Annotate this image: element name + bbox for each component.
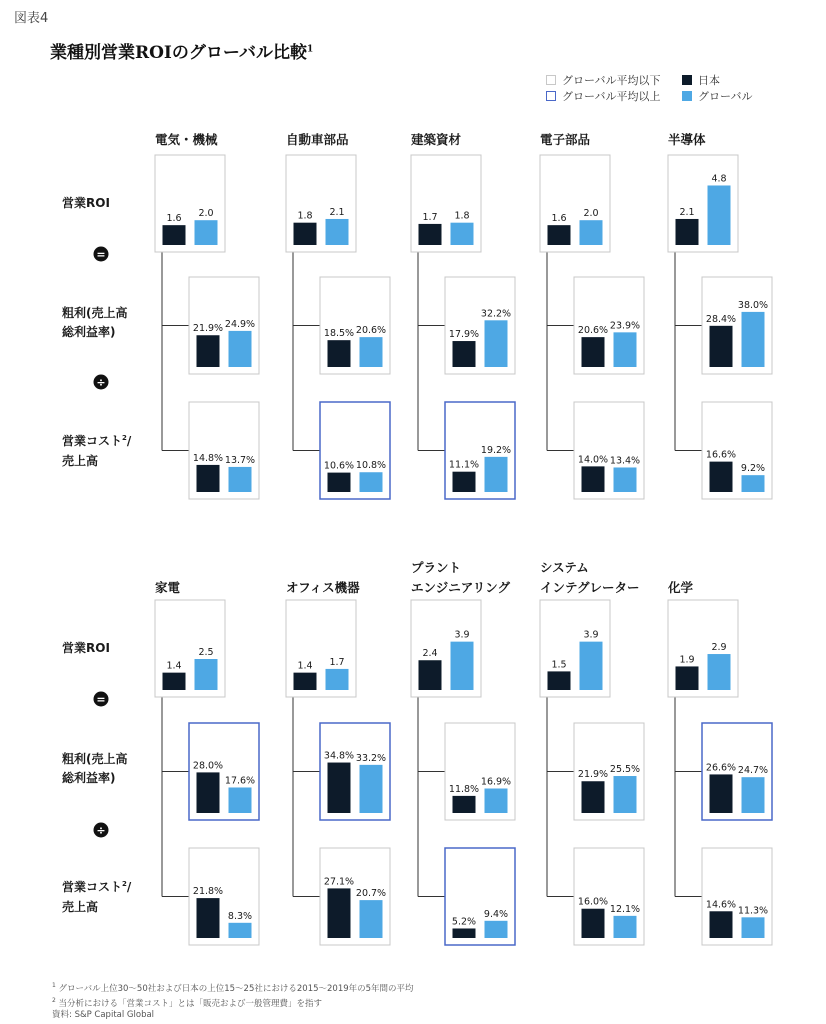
bar-japan xyxy=(548,225,571,245)
bar-japan xyxy=(710,462,733,492)
industry-name: 家電 xyxy=(155,580,181,595)
bar-japan xyxy=(453,472,476,492)
data-label-global: 24.9% xyxy=(224,318,256,330)
row-label-gross: 粗利(売上高 xyxy=(62,752,128,766)
row-label-gross: 総利益率) xyxy=(62,771,116,785)
data-label-global: 4.8 xyxy=(711,173,727,185)
bar-global xyxy=(360,337,383,367)
data-label-japan: 14.0% xyxy=(577,454,609,466)
data-label-japan: 14.8% xyxy=(192,452,224,464)
data-label-japan: 26.6% xyxy=(705,762,737,774)
panel-roi xyxy=(668,600,738,697)
panel-gross-margin xyxy=(445,723,515,820)
panel-cost-ratio xyxy=(189,402,259,499)
row-label-gross: 総利益率) xyxy=(62,325,116,339)
bar-global xyxy=(229,467,252,492)
bar-global xyxy=(229,787,252,813)
bar-japan xyxy=(582,909,605,938)
bar-japan xyxy=(197,898,220,938)
data-label-japan: 11.8% xyxy=(448,783,480,795)
row-label-cost: 営業コスト$^2$/ xyxy=(62,880,132,894)
row-label-cost: 営業コスト$^2$/ xyxy=(62,434,132,448)
bar-japan xyxy=(328,473,351,492)
panel-gross-margin xyxy=(702,277,772,374)
bar-japan xyxy=(676,666,699,690)
industry-name: システム xyxy=(540,560,589,575)
footnote-source: 資料: S&P Capital Global xyxy=(52,1009,155,1020)
data-label-global: 24.7% xyxy=(737,765,769,777)
bar-global xyxy=(742,475,765,492)
bar-global xyxy=(742,917,765,938)
data-label-global: 20.7% xyxy=(355,888,387,900)
bar-global xyxy=(485,921,508,938)
panel-gross-margin xyxy=(574,723,644,820)
panel-cost-ratio xyxy=(574,848,644,945)
bar-global xyxy=(614,332,637,367)
data-label-japan: 16.6% xyxy=(705,449,737,461)
data-label-japan: 1.5 xyxy=(551,659,567,671)
data-label-global: 3.9 xyxy=(583,629,599,641)
data-label-japan: 1.4 xyxy=(297,660,313,672)
bar-japan xyxy=(197,335,220,367)
data-label-global: 9.4% xyxy=(483,908,509,920)
bar-global xyxy=(360,765,383,813)
legend-label-above: グローバル平均以上 xyxy=(562,90,661,103)
data-label-global: 13.7% xyxy=(224,454,256,466)
panel-roi xyxy=(286,600,356,697)
data-label-japan: 27.1% xyxy=(323,876,355,888)
data-label-global: 11.3% xyxy=(737,905,769,917)
panel-cost-ratio xyxy=(445,848,515,945)
industry-name: プラント xyxy=(411,560,462,575)
data-label-global: 12.1% xyxy=(609,903,641,915)
bar-global xyxy=(229,331,252,367)
data-label-global: 1.8 xyxy=(454,210,470,222)
industry-name: 電子部品 xyxy=(540,132,591,147)
legend-label-japan: 日本 xyxy=(698,74,720,87)
figure-label: 図表4 xyxy=(14,11,49,26)
data-label-japan: 14.6% xyxy=(705,899,737,911)
data-label-japan: 16.0% xyxy=(577,896,609,908)
row-label-gross: 粗利(売上高 xyxy=(62,306,128,320)
bar-japan xyxy=(419,224,442,245)
bar-japan xyxy=(419,660,442,690)
data-label-japan: 18.5% xyxy=(323,328,355,340)
panel-cost-ratio xyxy=(445,402,515,499)
bar-global xyxy=(326,669,349,690)
bar-japan xyxy=(453,341,476,367)
footnote-1: $^1$ グローバル上位30～50社および日本の上位15～25社における2015～2019年の5年間の平均 xyxy=(52,982,414,994)
bar-japan xyxy=(453,928,476,938)
row-label-roi: 営業ROI xyxy=(62,641,110,655)
equals-operator-symbol: = xyxy=(96,693,106,706)
industry-name: インテグレーター xyxy=(540,580,640,595)
bar-japan xyxy=(548,671,571,690)
data-label-global: 2.0 xyxy=(583,208,599,220)
data-label-global: 2.9 xyxy=(711,642,727,654)
equals-operator-symbol: = xyxy=(96,248,106,261)
title-footnote-mark: 1 xyxy=(307,44,314,55)
panel-gross-margin xyxy=(189,277,259,374)
panel-roi xyxy=(540,600,610,697)
panel-roi xyxy=(668,155,738,252)
bar-global xyxy=(708,185,731,245)
panel-gross-margin xyxy=(320,277,390,374)
bar-global xyxy=(485,788,508,813)
chart-title-text: 業種別営業ROIのグローバル比較 xyxy=(50,43,308,63)
data-label-global: 16.9% xyxy=(480,776,512,788)
bar-japan xyxy=(163,673,186,690)
data-label-global: 10.8% xyxy=(355,460,387,472)
bar-global xyxy=(485,320,508,367)
bar-global xyxy=(326,219,349,245)
bar-japan xyxy=(197,772,220,813)
bar-global xyxy=(614,467,637,492)
panel-cost-ratio xyxy=(320,402,390,499)
data-label-global: 19.2% xyxy=(480,444,512,456)
bar-japan xyxy=(328,763,351,813)
data-label-japan: 21.9% xyxy=(192,323,224,335)
data-label-global: 23.9% xyxy=(609,320,641,332)
data-label-global: 32.2% xyxy=(480,308,512,320)
bar-japan xyxy=(294,673,317,690)
data-label-global: 2.1 xyxy=(329,206,345,218)
data-label-global: 38.0% xyxy=(737,299,769,311)
bar-japan xyxy=(710,774,733,813)
bar-japan xyxy=(163,225,186,245)
data-label-japan: 1.4 xyxy=(166,660,182,672)
bar-global xyxy=(742,312,765,367)
footnotes xyxy=(52,980,414,1021)
bar-global xyxy=(360,900,383,938)
data-label-japan: 1.6 xyxy=(166,213,182,225)
row-label-cost: 売上高 xyxy=(62,900,99,914)
row-label-cost: 売上高 xyxy=(62,454,99,468)
data-label-global: 17.6% xyxy=(224,775,256,787)
bar-japan xyxy=(294,223,317,245)
data-label-global: 8.3% xyxy=(227,910,253,922)
legend-label-below: グローバル平均以下 xyxy=(562,74,661,87)
data-label-japan: 1.9 xyxy=(679,654,695,666)
legend-label-global: グローバル xyxy=(698,90,753,103)
panel-cost-ratio xyxy=(189,848,259,945)
panel-gross-margin xyxy=(320,723,390,820)
industry-name: 半導体 xyxy=(668,132,706,147)
panel-roi xyxy=(155,155,225,252)
data-label-japan: 1.7 xyxy=(422,211,438,223)
data-label-global: 13.4% xyxy=(609,455,641,467)
bar-global xyxy=(708,654,731,690)
bar-global xyxy=(742,777,765,813)
data-label-japan: 28.0% xyxy=(192,760,224,772)
data-label-global: 2.0 xyxy=(198,208,214,220)
panel-roi xyxy=(411,600,481,697)
bar-global xyxy=(360,472,383,492)
bar-japan xyxy=(328,888,351,938)
data-label-global: 2.5 xyxy=(198,647,214,658)
bar-global xyxy=(195,220,218,245)
bar-global xyxy=(229,923,252,938)
industry-name: 電気・機械 xyxy=(155,132,218,147)
bar-japan xyxy=(710,911,733,938)
data-label-japan: 20.6% xyxy=(577,325,609,337)
industry-name: 化学 xyxy=(668,580,694,595)
data-label-global: 25.5% xyxy=(609,764,641,776)
bar-japan xyxy=(197,465,220,492)
data-label-japan: 1.8 xyxy=(297,210,313,222)
panel-gross-margin xyxy=(574,277,644,374)
bar-global xyxy=(614,776,637,813)
data-label-japan: 21.9% xyxy=(577,769,609,781)
data-label-japan: 28.4% xyxy=(705,313,737,325)
data-label-japan: 10.6% xyxy=(323,460,355,472)
panel-cost-ratio xyxy=(320,848,390,945)
panel-roi xyxy=(286,155,356,252)
panel-roi xyxy=(540,155,610,252)
data-label-global: 3.9 xyxy=(454,629,470,641)
data-label-japan: 21.8% xyxy=(192,886,224,898)
data-label-japan: 34.8% xyxy=(323,750,355,762)
bar-japan xyxy=(582,337,605,367)
bar-japan xyxy=(582,466,605,492)
bar-japan xyxy=(582,781,605,813)
bar-japan xyxy=(453,796,476,813)
industry-name: 自動車部品 xyxy=(286,132,349,147)
data-label-japan: 5.2% xyxy=(451,916,477,928)
bar-global xyxy=(195,659,218,690)
bar-japan xyxy=(328,340,351,367)
data-label-global: 1.7 xyxy=(329,656,345,668)
industry-name: エンジニアリング xyxy=(411,580,510,595)
industry-name: 建築資材 xyxy=(411,132,462,147)
bar-global xyxy=(485,457,508,492)
bar-global xyxy=(451,223,474,245)
data-label-japan: 2.4 xyxy=(422,648,438,660)
data-label-global: 20.6% xyxy=(355,325,387,337)
industry-name: オフィス機器 xyxy=(286,580,360,595)
panel-roi xyxy=(411,155,481,252)
data-label-japan: 11.1% xyxy=(448,459,480,471)
bar-global xyxy=(451,642,474,690)
bar-global xyxy=(580,642,603,690)
bar-japan xyxy=(676,219,699,245)
data-label-japan: 17.9% xyxy=(448,329,480,341)
data-label-japan: 1.6 xyxy=(551,213,567,225)
divide-operator-symbol: ÷ xyxy=(96,824,106,837)
footnote-2: $^2$ 当分析における「営業コスト」とは「販売および一般管理費」を指す xyxy=(52,996,323,1009)
bar-global xyxy=(614,916,637,938)
data-label-global: 9.2% xyxy=(740,463,766,475)
panel-cost-ratio xyxy=(702,848,772,945)
divide-operator-symbol: ÷ xyxy=(96,376,106,389)
panel-gross-margin xyxy=(189,723,259,820)
panel-roi xyxy=(155,600,225,697)
panel-gross-margin xyxy=(702,723,772,820)
panel-cost-ratio xyxy=(702,402,772,499)
data-label-japan: 2.1 xyxy=(679,206,695,218)
panel-cost-ratio xyxy=(574,402,644,499)
panel-gross-margin xyxy=(445,277,515,374)
bar-global xyxy=(580,220,603,245)
row-label-roi: 営業ROI xyxy=(62,196,110,210)
bar-japan xyxy=(710,326,733,367)
data-label-global: 33.2% xyxy=(355,752,387,764)
